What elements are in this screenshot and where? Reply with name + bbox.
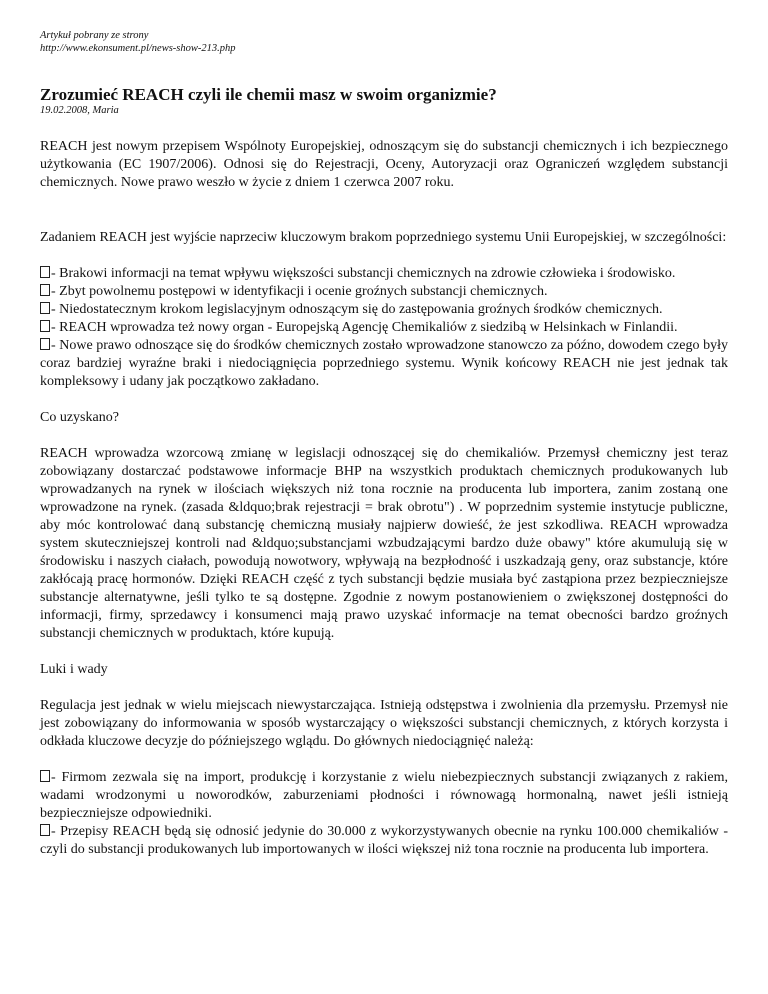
task-intro-paragraph: Zadaniem REACH jest wyjście naprzeciw kluczowym brakom poprzedniego systemu Unii Europejskiej, w szczególności: [40,230,727,245]
bullet-symbol-icon [40,266,50,278]
list-item: - Zbyt powolnemu postępowi w identyfikacji i ocenie groźnych substancji chemicznych. [40,283,728,301]
list-item: - Firmom zezwala się na import, produkcję i korzystanie z wielu niebezpiecznych substancji związanych z rakiem, wadami wrodzonymi u noworodków, zaburzeniami płodności i równowagą hormonalną, nawet jeśli istnieją bezpieczniejsze odpowiedniki. [40,770,728,821]
bullet-list-deficits [40,265,728,391]
article-title: Zrozumieć REACH czyli ile chemii masz w swoim organizmie? [40,85,497,104]
source-note [40,30,728,55]
bullet-symbol-icon [40,338,50,350]
source-url: http://www.ekonsument.pl/news-show-213.php [40,42,236,54]
gained-paragraph: REACH wprowadza wzorcową zmianę w legislacji odnoszącej się do chemikaliów. Przemysł chemiczny jest teraz zobowiązany dostarczać podstawowe informacje BHP na wszystkich produktach chemicznych produkowanych lub wprowadzanych na rynek w ilościach większych niż tona rocznie na producenta lub importera, zanim zostaną one wprowadzone na rynek. (zasada &ldquo;brak rejestracji = brak obrotu") . W poprzednim systemie instytucje publiczne, aby móc kontrolować daną substancję chemiczną musiały najpierw dowieść, że jest szkodliwa. REACH wprowadza system skuteczniejszej kontroli nad &ldquo;substancjami wzbudzającymi bardzo duże obawy" które akumulują się w środowisku i naszych ciałach, powodują nowotwory, wpływają na bezpłodność i uszkadzają geny, oraz substancje, które zakłócają pracę hormonów. Dzięki REACH część z tych substancji będzie musiała być zastąpiona przez bezpieczniejsze substancje alternatywne, jeśli tylko te są dostępne. Zgodnie z nowym postanowieniem o zwiększonej dostępności do informacji, firmy, sprzedawcy i konsumenci mają prawo uzyskać informacje na temat obecności bardzo groźnych substancji chemicznych w produktach, które kupują. [40,446,728,641]
bullet-symbol-icon [40,284,50,296]
list-item: - Brakowi informacji na temat wpływu większości substancji chemicznych na zdrowie człowieka i środowisko. [40,265,728,283]
heading-gaps: Luki i wady [40,662,108,677]
heading-gained: Co uzyskano? [40,410,119,425]
source-label: Artykuł pobrany ze strony [40,30,149,41]
bullet-symbol-icon [40,302,50,314]
list-item: - Przepisy REACH będą się odnosić jedynie do 30.000 z wykorzystywanych obecnie na rynku 100.000 chemikaliów - czyli do substancji produkowanych lub importowanych w ilości większej niż tona rocznie na producenta lub importera. [40,824,728,857]
intro-paragraph: REACH jest nowym przepisem Wspólnoty Europejskiej, odnoszącym się do substancji chemicznych i ich bezpiecznego użytkowania (EC 1907/2006). Odnosi się do Rejestracji, Oceny, Autoryzacji oraz Ograniczeń względem substancji chemicznych. Nowe prawo weszło w życie z dniem 1 czerwca 2007 roku. [40,139,728,190]
document-page [40,30,728,859]
gaps-paragraph: Regulacja jest jednak w wielu miejscach niewystarczająca. Istnieją odstępstwa i zwolnienia dla przemysłu. Przemysł nie jest zobowiązany do informowania w sposób wystarczający o większości substancji chemicznych, z których korzysta i odkłada kluczowe decyzje do późniejszego wglądu. Do głównych niedociągnięć należą: [40,698,728,749]
list-item: - Niedostatecznym krokom legislacyjnym odnoszącym się do zastępowania groźnych środków chemicznych. [40,301,728,319]
list-item: - Nowe prawo odnoszące się do środków chemicznych zostało wprowadzone stanowczo za późno, dowodem czego były coraz bardziej wyraźne braki i niedociągnięcia poprzedniego systemu. Wynik końcowy REACH nie jest jednak tak kompleksowy i udany jak początkowo zakładano. [40,338,728,389]
bullet-symbol-icon [40,770,50,782]
bullet-list-shortcomings [40,769,728,859]
article-meta: 19.02.2008, Maria [40,105,119,116]
bullet-symbol-icon [40,320,50,332]
list-item: - REACH wprowadza też nowy organ - Europejską Agencję Chemikaliów z siedzibą w Helsinkach w Finlandii. [40,319,728,337]
bullet-symbol-icon [40,824,50,836]
